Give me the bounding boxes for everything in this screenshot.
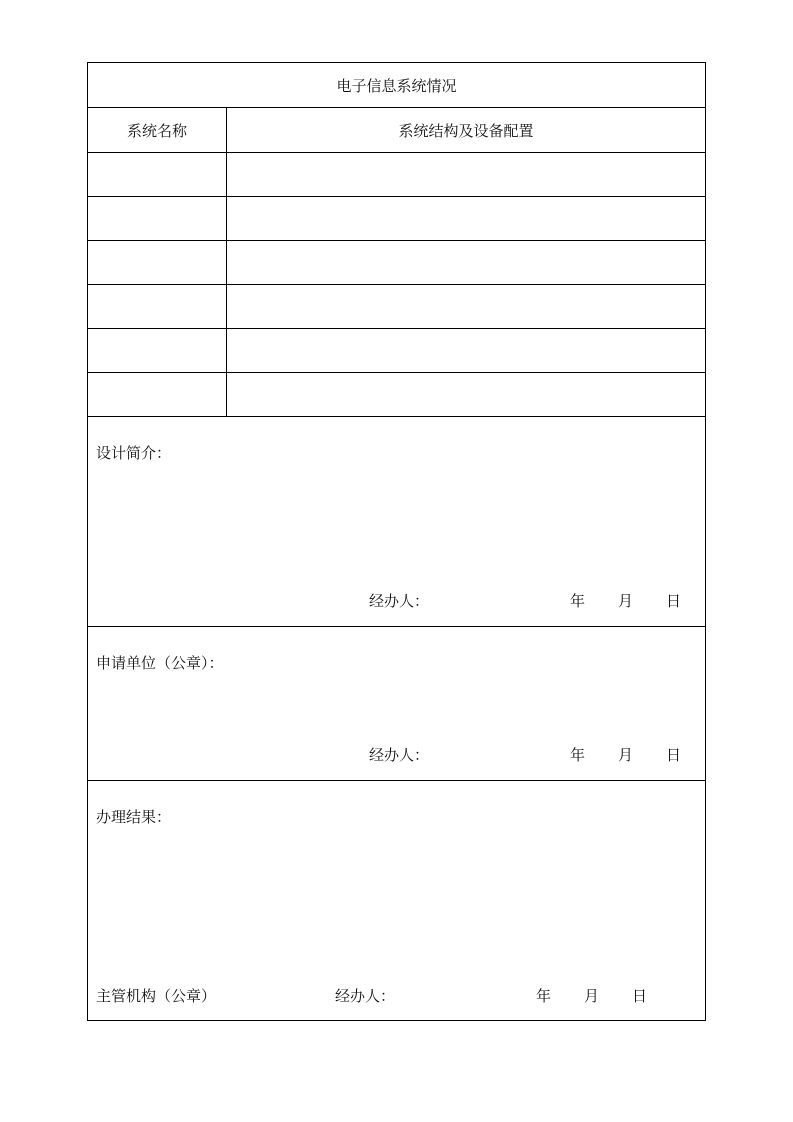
table-row <box>88 285 705 329</box>
table-row <box>88 329 705 373</box>
system-name-cell[interactable] <box>88 153 227 196</box>
structure-cell[interactable] <box>227 373 705 416</box>
result-month-label: 月 <box>584 987 600 1005</box>
table-row <box>88 373 705 417</box>
applicant-label: 申请单位（公章）： <box>96 654 224 672</box>
design-day-label: 日 <box>666 592 682 610</box>
applicant-day-label: 日 <box>666 746 682 764</box>
applicant-section[interactable] <box>88 627 705 781</box>
design-summary-section[interactable] <box>88 417 705 627</box>
system-name-cell[interactable] <box>88 285 227 328</box>
system-name-cell[interactable] <box>88 329 227 372</box>
system-name-cell[interactable] <box>88 373 227 416</box>
structure-cell[interactable] <box>227 285 705 328</box>
design-summary-label: 设计简介： <box>96 444 172 462</box>
applicant-year-label: 年 <box>570 746 586 764</box>
header-structure: 系统结构及设备配置 <box>398 121 534 140</box>
form-title-row <box>88 63 705 108</box>
design-month-label: 月 <box>618 592 634 610</box>
result-label: 办理结果： <box>96 808 172 826</box>
authority-seal-label: 主管机构（公章） <box>96 987 217 1005</box>
applicant-handler-label: 经办人： <box>369 746 430 764</box>
structure-cell[interactable] <box>227 329 705 372</box>
design-year-label: 年 <box>570 592 586 610</box>
design-handler-label: 经办人： <box>369 592 430 610</box>
header-system-name: 系统名称 <box>126 121 187 140</box>
structure-cell[interactable] <box>227 241 705 284</box>
table-row <box>88 197 705 241</box>
system-name-cell[interactable] <box>88 241 227 284</box>
result-section[interactable] <box>88 781 705 1020</box>
table-row <box>88 241 705 285</box>
table-header-row <box>88 108 705 153</box>
structure-cell[interactable] <box>227 197 705 240</box>
form-title: 电子信息系统情况 <box>336 76 457 95</box>
result-year-label: 年 <box>536 987 552 1005</box>
result-day-label: 日 <box>632 987 648 1005</box>
header-system-name-cell <box>88 108 227 152</box>
electronic-info-system-form <box>87 62 706 1021</box>
table-row <box>88 153 705 197</box>
result-handler-label: 经办人： <box>335 987 396 1005</box>
applicant-month-label: 月 <box>618 746 634 764</box>
structure-cell[interactable] <box>227 153 705 196</box>
system-name-cell[interactable] <box>88 197 227 240</box>
header-structure-cell <box>227 108 705 152</box>
